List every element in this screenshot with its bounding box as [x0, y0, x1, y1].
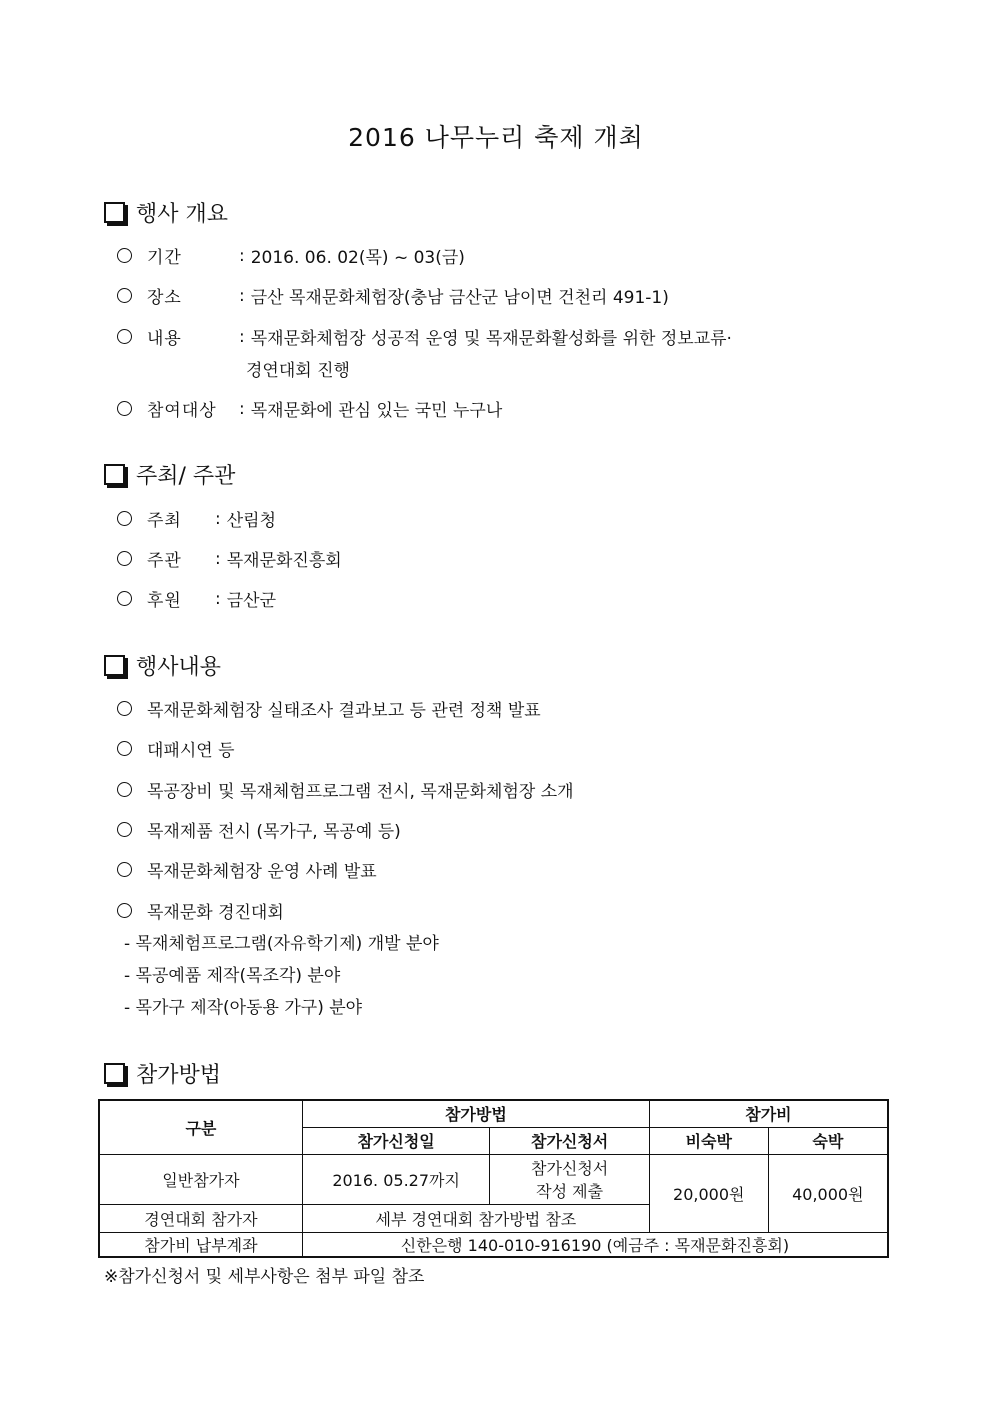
- overview-item-target: 참여대상 : 목재문화에 관심 있는 국민 누구나: [117, 396, 502, 421]
- circle-bullet-icon: [117, 551, 132, 566]
- sub-list-item: - 목공예품 제작(목조각) 분야: [124, 966, 341, 986]
- circle-bullet-icon: [117, 401, 132, 416]
- circle-bullet-icon: [117, 288, 132, 303]
- circle-bullet-icon: [117, 782, 132, 797]
- circle-bullet-icon: [117, 903, 132, 918]
- header-method: 참가방법: [302, 1100, 649, 1127]
- cell-contest-participant: 경연대회 참가자: [99, 1204, 302, 1232]
- header-fee: 참가비: [649, 1100, 888, 1127]
- cell-general-participant: 일반참가자: [99, 1154, 302, 1204]
- list-item: 목재제품 전시 (목가구, 목공예 등): [117, 817, 401, 842]
- circle-bullet-icon: [117, 741, 132, 756]
- circle-bullet-icon: [117, 591, 132, 606]
- circle-bullet-icon: [117, 822, 132, 837]
- cell-fee-stay: 40,000원: [768, 1154, 888, 1232]
- checkbox-square-icon: [104, 655, 125, 676]
- section-overview-heading: 행사 개요: [104, 197, 228, 228]
- cell-fee-non-stay: 20,000원: [649, 1154, 768, 1232]
- footnote: ※참가신청서 및 세부사항은 첨부 파일 참조: [104, 1267, 425, 1287]
- checkbox-square-icon: [104, 202, 125, 223]
- list-item: 목재문화 경진대회: [117, 898, 284, 923]
- header-stay: 숙박: [768, 1127, 888, 1154]
- list-item: 대패시연 등: [117, 736, 235, 761]
- circle-bullet-icon: [117, 329, 132, 344]
- sub-list-item: - 목재체험프로그램(자유학기제) 개발 분야: [124, 934, 439, 954]
- list-item: 목공장비 및 목재체험프로그램 전시, 목재문화체험장 소개: [117, 777, 574, 802]
- header-category: 구분: [99, 1100, 302, 1154]
- header-non-stay: 비숙박: [649, 1127, 768, 1154]
- section-method-heading: 참가방법: [104, 1058, 221, 1089]
- host-item-organizer: 주최 : 산림청: [117, 506, 276, 531]
- checkbox-square-icon: [104, 1063, 125, 1084]
- host-item-supervisor: 주관 : 목재문화진흥회: [117, 546, 342, 571]
- cell-apply-form: 참가신청서 작성 제출: [490, 1154, 650, 1204]
- host-item-sponsor: 후원 : 금산군: [117, 586, 276, 611]
- circle-bullet-icon: [117, 701, 132, 716]
- list-item: 목재문화체험장 실태조사 결과보고 등 관련 정책 발표: [117, 696, 541, 721]
- checkbox-square-icon: [104, 464, 125, 485]
- participation-table: [98, 1099, 889, 1258]
- overview-item-content: 내용 : 목재문화체험장 성공적 운영 및 목재문화활성화를 위한 정보교류·: [117, 324, 732, 349]
- table-row: [99, 1232, 888, 1257]
- overview-item-content-cont: 경연대회 진행: [246, 361, 350, 381]
- sub-list-item: - 목가구 제작(아동용 가구) 분야: [124, 998, 363, 1018]
- page-title: 2016 나무누리 축제 개최: [348, 123, 644, 152]
- circle-bullet-icon: [117, 248, 132, 263]
- section-host-heading: 주최/ 주관: [104, 459, 235, 490]
- table-row: [99, 1154, 888, 1204]
- cell-payment-account-label: 참가비 납부계좌: [99, 1232, 302, 1257]
- cell-apply-date: 2016. 05.27까지: [302, 1154, 490, 1204]
- overview-item-period: 기간 : 2016. 06. 02(목) ~ 03(금): [117, 243, 465, 268]
- circle-bullet-icon: [117, 862, 132, 877]
- overview-item-place: 장소 : 금산 목재문화체험장(충남 금산군 남이면 건천리 491-1): [117, 283, 669, 308]
- cell-payment-account: 신한은행 140-010-916190 (예금주 : 목재문화진흥회): [302, 1232, 888, 1257]
- header-apply-date: 참가신청일: [302, 1127, 490, 1154]
- section-content-heading: 행사내용: [104, 650, 221, 681]
- circle-bullet-icon: [117, 511, 132, 526]
- header-apply-form: 참가신청서: [490, 1127, 650, 1154]
- list-item: 목재문화체험장 운영 사례 발표: [117, 857, 377, 882]
- cell-contest-method: 세부 경연대회 참가방법 참조: [302, 1204, 649, 1232]
